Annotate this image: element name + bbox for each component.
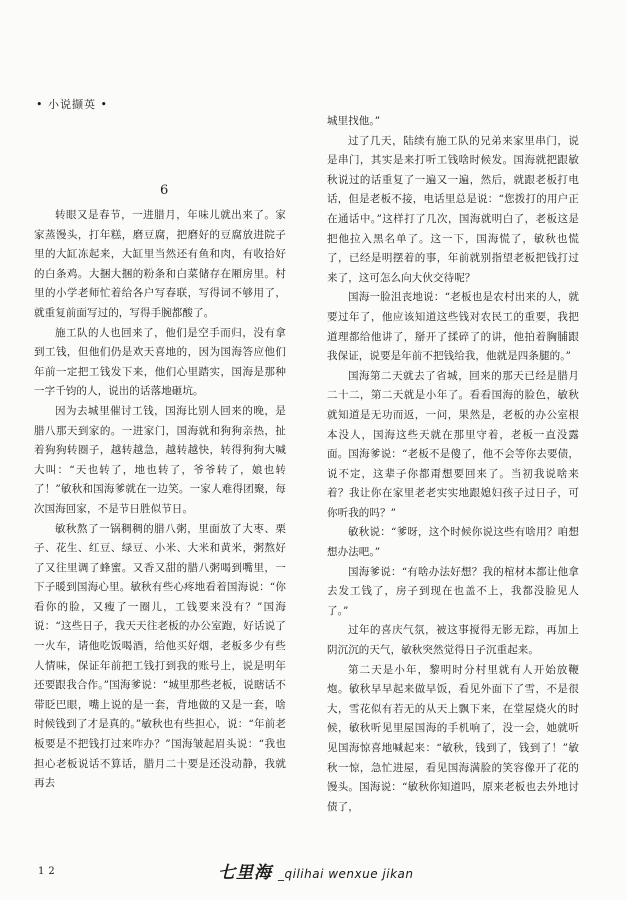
paragraph: 过了几天，陆续有施工队的兄弟来家里串门，说是串门，其实是来打听工钱啥时候发。国海就把跟敏秋说过的话重复了一遍又一遍，然后，就跟老板打电话，但是老板不接，电话里总是说：“您拨打的用户正在通话中。”这样打了几次，国海就明白了，老板这是把他拉入黑名单了。这一下，国海慌了，敏秋也慌了，已经是明摆着的事，年前就别指望老板把钱打过来了，这可怎么向大伙交待呢？ (327, 134, 579, 284)
paragraph: 过年的喜庆气氛，被这事搅得无影无踪，再加上阴沉沉的天气，敏秋突然觉得日子沉重起来。 (327, 624, 579, 657)
article-column-right (327, 112, 579, 817)
paragraph: 国海第二天就去了省城，回来的那天已经是腊月二十二，第二天就是小年了。看看国海的脸色，敏秋就知道是无功而返，一问，果然是，老板的办公室根本没人，国海这些天就在那里守着，老板一直没露面。国海爹说：“老板不是傻了，他不会等你去要债，说不定，这辈子你都甭想要回来了。当初我说啥来着？我让你在家里老老实实地跟媳妇孩子过日子，可你听我的吗？” (327, 369, 579, 519)
chapter-number: 6 (160, 183, 169, 198)
page-number: 12 (38, 866, 59, 877)
paragraph: 城里找他。” (327, 115, 381, 127)
magazine-roman-name: _qilihai wenxue jikan (278, 867, 414, 881)
section-label: • 小说撷英 • (36, 98, 108, 111)
paragraph: 国海爹说：“有啥办法好想？我的棺材本都让他拿去发工钱了，房子到现在也盖不上，我都没脸见人了。” (327, 565, 579, 617)
paragraph: 施工队的人也回来了，他们是空手而归，没有拿到工钱，但他们仍是欢天喜地的，因为国海答应他们年前一定把工钱发下来，他们心里踏实，国海是那种一字千钧的人，说出的话落地砸坑。 (34, 326, 286, 398)
magazine-logo: 七里海 (218, 863, 272, 883)
paragraph: 因为去城里催讨工钱，国海比别人回来的晚，是腊八那天到家的。一进家门，国海就和狗狗亲热，扯着狗狗转圈子，越转越急，越转越快，转得狗狗大喊大叫：“天也转了，地也转了，爷爷转了，娘也转了！”敏秋和国海爹就在一边笑。一家人难得团聚，每次国海回家，不是节日胜似节日。 (34, 404, 286, 515)
paragraph: 敏秋说：“爹呀，这个时候你说这些有啥用？咱想想办法吧。” (327, 526, 579, 559)
paragraph: 第二天是小年，黎明时分村里就有人开始放鞭炮。敏秋早早起来做早饭，看见外面下了雪，不是很大，雪花似有若无的从天上飘下来，在堂屋烧火的时候，敏秋听见里屋国海的手机响了，没一会，她就听见国海惊喜地喊起来：“敏秋，钱到了，钱到了！”敏秋一惊，急忙进屋，看见国海满脸的笑容像开了花的馒头。国海说：“敏秋你知道吗，原来老板也去外地讨债了， (327, 663, 579, 813)
article-column-left (34, 206, 286, 794)
paragraph: 国海一脸沮丧地说：“老板也是农村出来的人，就要过年了，他应该知道这些钱对农民工的重要，我把道理都给他讲了，掰开了揉碎了的讲，他拍着胸脯跟我保证，说要是年前不把钱给我，他就是四条腿的。” (327, 291, 579, 363)
paragraph: 转眼又是春节，一进腊月，年味儿就出来了。家家蒸馒头，打年糕，磨豆腐，把磨好的豆腐放进院子里的大缸冻起来，大缸里当然还有鱼和肉，有收拾好的白条鸡。大捆大捆的粉条和白菜储存在厢房里。村里的小学老师忙着给各户写春联，写得词不够用了，就重复前面写过的，写得手腕都酸了。 (34, 209, 286, 319)
paragraph: 敏秋熬了一锅稠稠的腊八粥，里面放了大枣、栗子、花生、红豆、绿豆、小米、大米和黄米，粥熬好了又往里调了蜂蜜。又香又甜的腊八粥喝到嘴里，一下子暖到国海心里。敏秋有些心疼地看着国海说：“你看你的脸，又瘦了一圈儿，工钱要来没有？”国海说：“这些日子，我天天往老板的办公室跑，好话说了一火车，请他吃饭喝酒，给他买好烟，老板多少有些人情味，保证年前把工钱打到我的账号上，说是明年还要跟我合作。”国海爹说：“城里那些老板，说瞎话不带眨巴眼，嘴上说的是一套，背地做的又是一套，啥时候钱到了才是真的。”敏秋也有些担心，说：“年前老板要是不把钱打过来咋办？”国海皱起眉头说：“我也担心老板说话不算话，腊月二十要是还没动静，我就再去 (34, 522, 286, 790)
magazine-brand (218, 858, 414, 883)
